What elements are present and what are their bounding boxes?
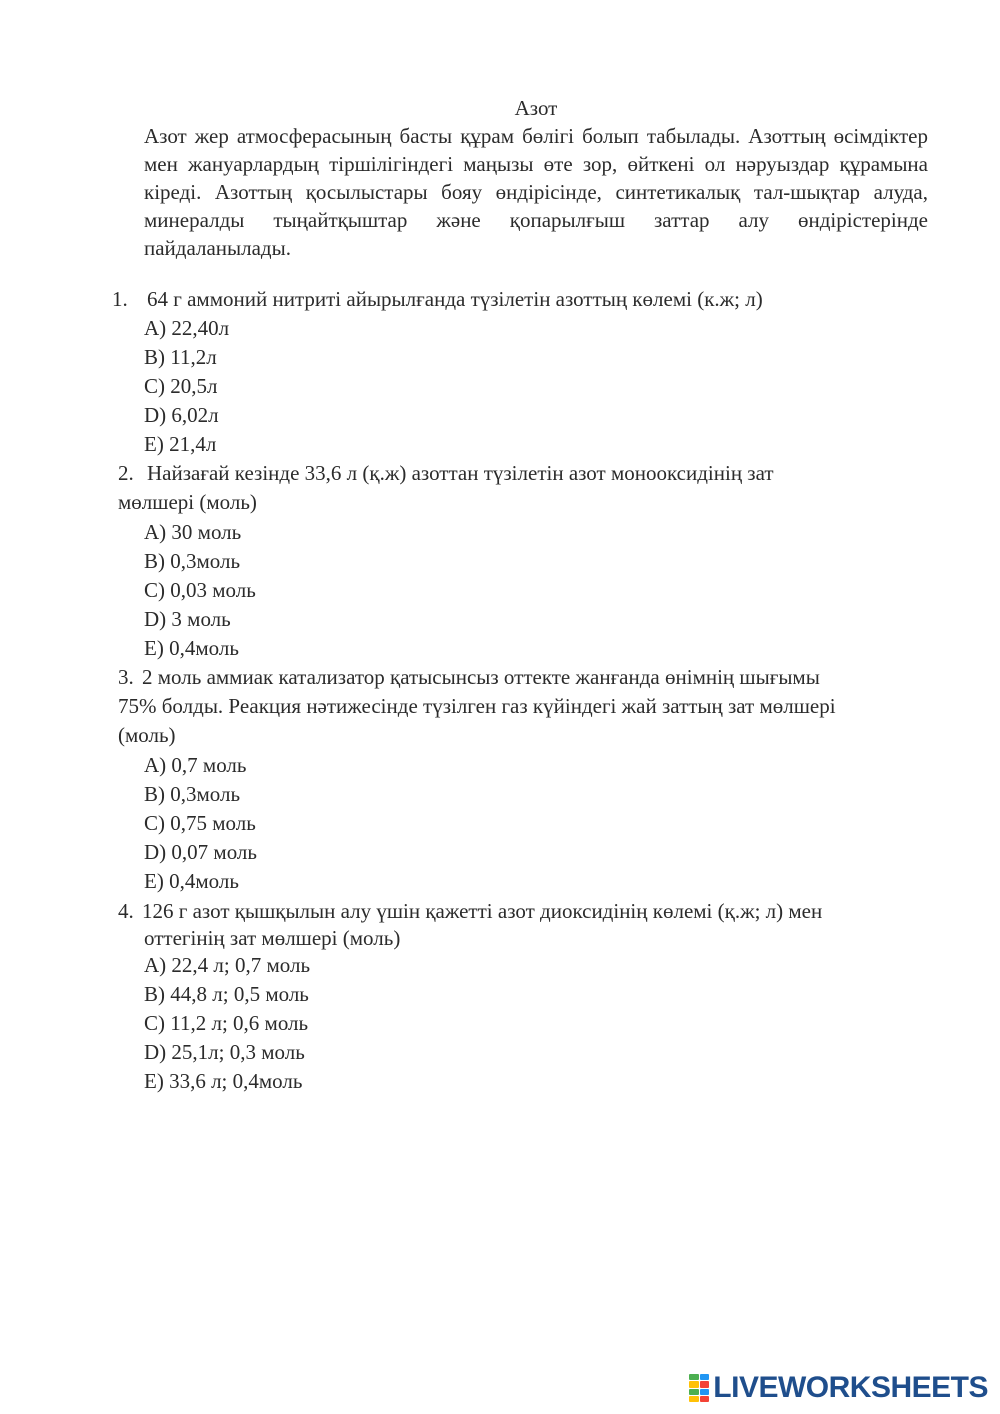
question-text: Найзағай кезінде 33,6 л (қ.ж) азоттан түзілетін азот монооксидінің зат	[147, 461, 774, 485]
option-2e: E) 0,4моль	[144, 636, 239, 660]
option-3d: D) 0,07 моль	[144, 840, 257, 864]
option-1b: B) 11,2л	[144, 345, 217, 369]
question-text: 64 г аммоний нитриті айырылғанда түзілетін азоттың көлемі (к.ж; л)	[147, 287, 763, 311]
option-4e: E) 33,6 л; 0,4моль	[144, 1069, 303, 1093]
liveworksheets-wordmark: LIVEWORKSHEETS	[713, 1371, 988, 1404]
option-3b: B) 0,3моль	[144, 782, 241, 806]
option-4a: A) 22,4 л; 0,7 моль	[144, 953, 311, 977]
question-3-line-2: 75% болды. Реакция нәтижесінде түзілген газ күйіндегі жай заттың зат мөлшері	[118, 694, 836, 718]
option-3a: A) 0,7 моль	[144, 753, 247, 777]
option-1a: A) 22,40л	[144, 316, 230, 340]
question-number: 2.	[118, 461, 134, 485]
question-number: 4.	[118, 899, 134, 923]
document-title: Азот	[514, 96, 558, 120]
option-4d: D) 25,1л; 0,3 моль	[144, 1040, 305, 1064]
option-4b: B) 44,8 л; 0,5 моль	[144, 982, 309, 1006]
question-1	[112, 285, 763, 314]
liveworksheets-mark-icon	[689, 1374, 709, 1402]
question-4-line-1	[118, 897, 822, 926]
option-2b: B) 0,3моль	[144, 549, 241, 573]
option-3c: C) 0,75 моль	[144, 811, 256, 835]
option-4c: C) 11,2 л; 0,6 моль	[144, 1011, 309, 1035]
question-3-line-1	[118, 663, 820, 692]
question-text: 2 моль аммиак катализатор қатысынсыз оттекте жанғанда өнімнің шығымы	[142, 665, 820, 689]
question-3-line-3: (моль)	[118, 723, 176, 747]
option-1e: E) 21,4л	[144, 432, 217, 456]
question-4-line-2: оттегінің зат мөлшері (моль)	[144, 926, 401, 950]
question-text: 126 г азот қышқылын алу үшін қажетті азот диоксидінің көлемі (қ.ж; л) мен	[142, 899, 823, 923]
question-number: 1.	[112, 287, 128, 311]
question-number: 3.	[118, 665, 134, 689]
intro-paragraph: Азот жер атмосферасының басты құрам бөлігі болып табылады. Азоттың өсімдіктер мен жануарлардың тіршілігіндегі маңызы өте зор, өйткені ол нәруыздар құрамына кіреді. Азоттың қосылыстары бояу өндірісінде, синтетикалық тал-шықтар алуда, минералды тыңайтқыштар және қопарылғыш заттар алу өндірістерінде пайдаланылады.	[144, 124, 928, 260]
option-1c: C) 20,5л	[144, 374, 218, 398]
liveworksheets-logo[interactable]	[689, 1371, 988, 1405]
option-2c: C) 0,03 моль	[144, 578, 256, 602]
question-2-line-1	[118, 459, 774, 488]
option-1d: D) 6,02л	[144, 403, 219, 427]
option-2d: D) 3 моль	[144, 607, 231, 631]
option-2a: A) 30 моль	[144, 520, 242, 544]
option-3e: E) 0,4моль	[144, 869, 239, 893]
question-2-line-2: мөлшері (моль)	[118, 490, 257, 514]
